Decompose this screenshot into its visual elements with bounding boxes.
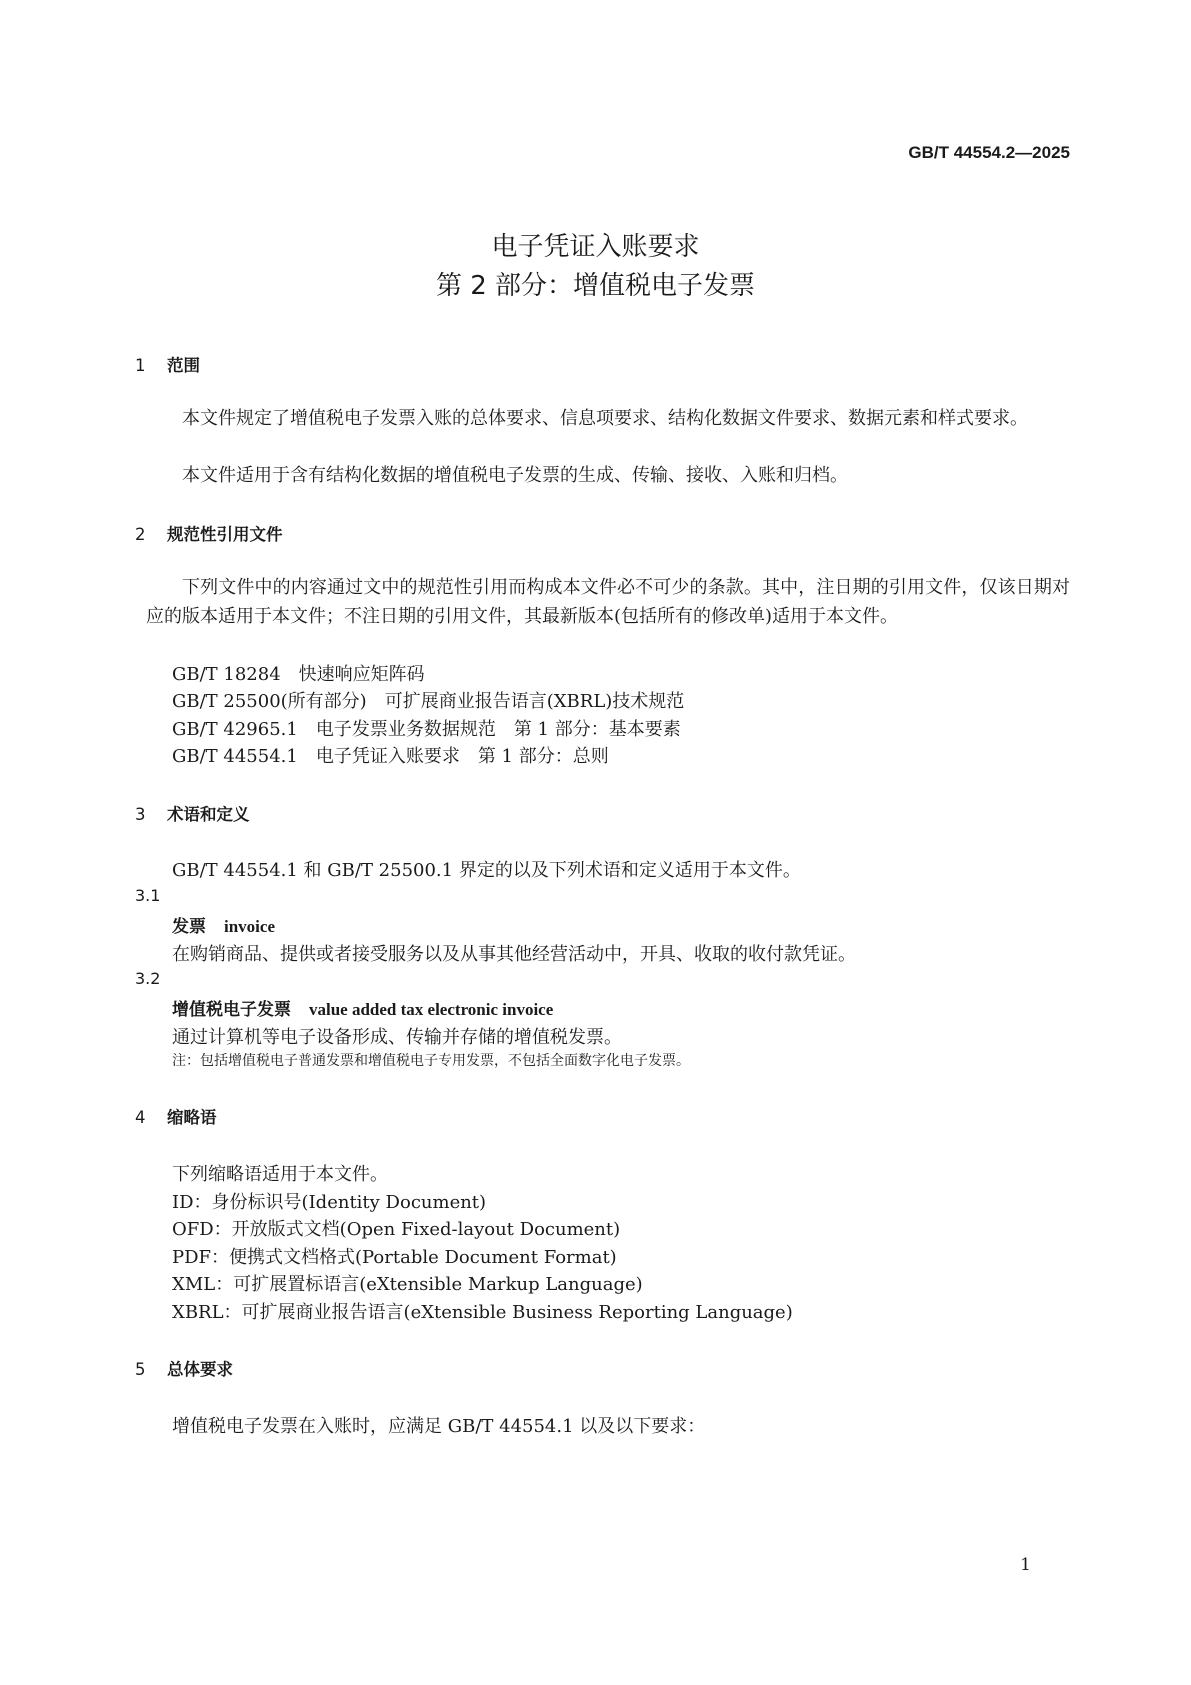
abbreviation-intro: 下列缩略语适用于本文件。 (172, 1164, 388, 1185)
section-number: 2 (135, 525, 146, 544)
section-5-paragraph-1: 增值税电子发票在入账时，应满足 GB/T 44554.1 以及以下要求： (172, 1416, 706, 1437)
section-number: 3 (135, 805, 146, 824)
section-title: 缩略语 (167, 1108, 217, 1127)
term-cn: 增值税电子发票 (172, 1000, 291, 1020)
section-number: 1 (135, 356, 146, 375)
section-4-heading (135, 1104, 217, 1128)
section-2-heading (135, 521, 283, 545)
term-heading (172, 995, 553, 1020)
term-heading (172, 912, 275, 937)
term-en: invoice (224, 917, 275, 936)
note: 注：包括增值税电子普通发票和增值税电子专用发票，不包括全面数字化电子发票。 (172, 1053, 690, 1069)
section-title: 规范性引用文件 (167, 525, 283, 544)
page-number: 1 (1020, 1555, 1031, 1575)
term-definition: 通过计算机等电子设备形成、传输并存储的增值税发票。 (172, 1027, 622, 1048)
doc-title-line1: 电子凭证入账要求 (491, 232, 700, 262)
section-1-heading (135, 352, 200, 376)
section-1-paragraph-1: 本文件规定了增值税电子发票入账的总体要求、信息项要求、结构化数据文件要求、数据元素和样式要求。 (182, 408, 1028, 429)
reference-item: GB/T 25500(所有部分) 可扩展商业报告语言(XBRL)技术规范 (172, 691, 685, 712)
section-3-heading (135, 801, 250, 825)
term-cn: 发票 (172, 917, 206, 937)
section-number: 4 (135, 1108, 146, 1127)
section-2-paragraph-1: 下列文件中的内容通过文中的规范性引用而构成本文件必不可少的条款。其中，注日期的引用文件，仅该日期对应的版本适用于本文件；不注日期的引用文件，其最新版本(包括所有的修改单)适用于本文件。 (146, 577, 1070, 627)
section-number: 5 (135, 1360, 146, 1379)
section-title: 总体要求 (167, 1360, 233, 1379)
doc-title-line2: 第 2 部分：增值税电子发票 (435, 271, 756, 301)
section-title: 术语和定义 (167, 805, 250, 824)
term-definition: 在购销商品、提供或者接受服务以及从事其他经营活动中，开具、收取的收付款凭证。 (172, 944, 856, 965)
term-number: 3.1 (135, 886, 161, 905)
section-3-intro: GB/T 44554.1 和 GB/T 25500.1 界定的以及下列术语和定义适用于本文件。 (172, 860, 801, 881)
reference-item: GB/T 44554.1 电子凭证入账要求 第 1 部分：总则 (172, 746, 609, 767)
reference-item: GB/T 18284 快速响应矩阵码 (172, 664, 425, 685)
abbreviation-item: PDF：便携式文档格式(Portable Document Format) (172, 1247, 617, 1268)
standard-number: GB/T 44554.2—2025 (908, 143, 1070, 162)
section-5-heading (135, 1356, 233, 1380)
section-1-paragraph-2: 本文件适用于含有结构化数据的增值税电子发票的生成、传输、接收、入账和归档。 (182, 465, 848, 486)
abbreviation-item: ID：身份标识号(Identity Document) (172, 1192, 487, 1213)
abbreviation-item: XML：可扩展置标语言(eXtensible Markup Language) (172, 1274, 643, 1295)
term-en: value added tax electronic invoice (309, 1000, 554, 1019)
abbreviation-item: OFD：开放版式文档(Open Fixed-layout Document) (172, 1219, 621, 1240)
term-number: 3.2 (135, 969, 161, 988)
section-title: 范围 (167, 356, 200, 375)
abbreviation-item: XBRL：可扩展商业报告语言(eXtensible Business Reporting Language) (172, 1302, 793, 1323)
reference-item: GB/T 42965.1 电子发票业务数据规范 第 1 部分：基本要素 (172, 719, 681, 740)
